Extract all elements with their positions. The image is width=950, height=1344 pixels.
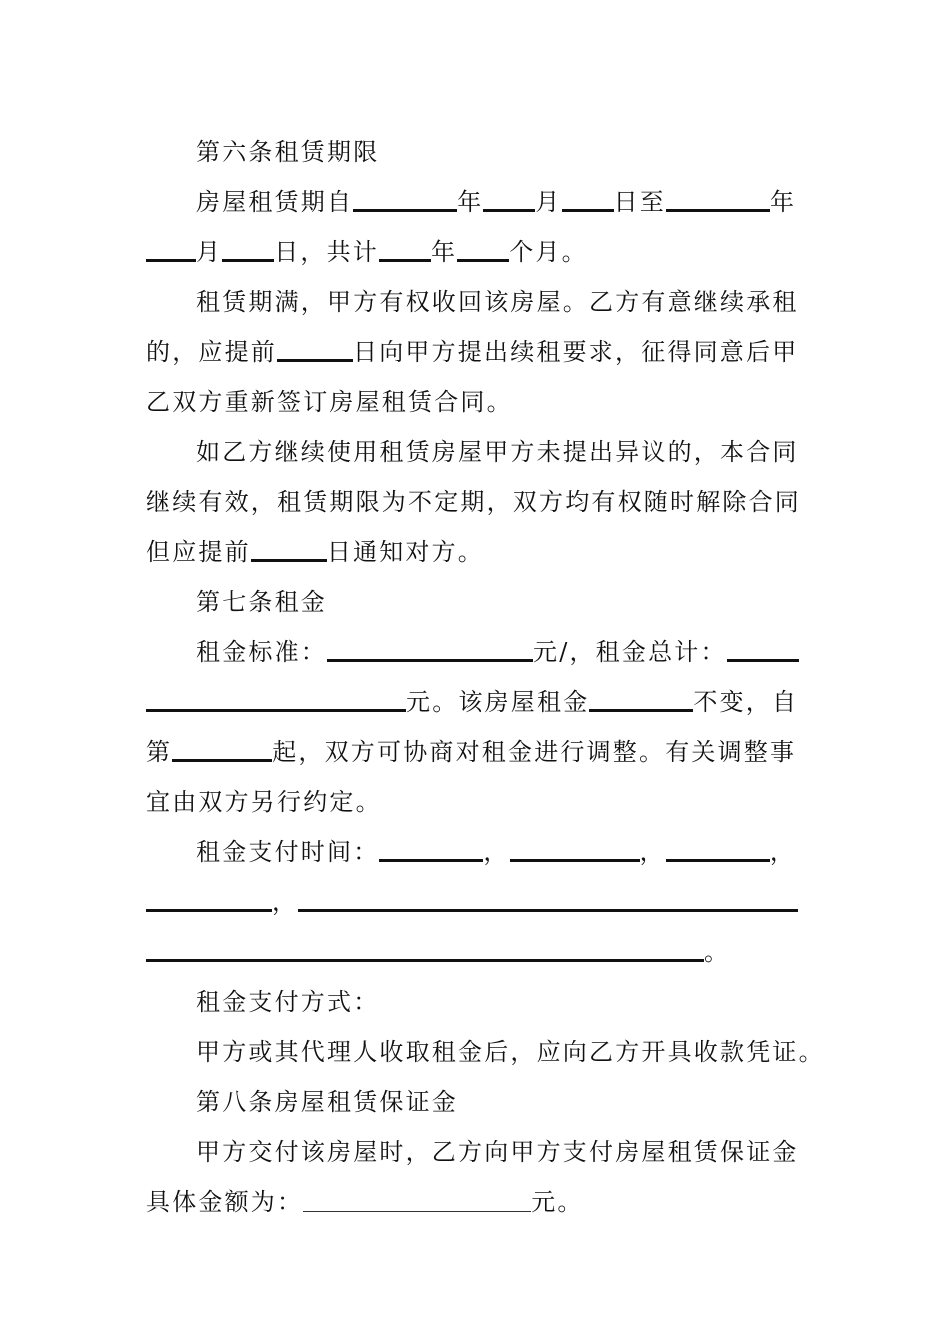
- rent-fixed-period-blank[interactable]: [589, 689, 693, 712]
- deposit-amount-blank[interactable]: [303, 1191, 531, 1212]
- end-month-blank[interactable]: [146, 239, 196, 262]
- deposit-line-1: 甲方交付该房屋时，乙方向甲方支付房屋租赁保证金: [196, 1138, 799, 1166]
- payment-time-line-2: ，: [146, 887, 806, 917]
- rent-standard-line-1: 租金标准： 元/，租金总计：: [196, 637, 806, 667]
- indefinite-para-line-3: 但应提前 日通知对方。: [146, 538, 485, 566]
- payment-time-line-3: 。: [146, 937, 806, 967]
- payment-time-blank-5b[interactable]: [146, 939, 704, 962]
- rent-standard-blank[interactable]: [327, 639, 533, 662]
- renewal-para-line-3: 乙双方重新签订房屋租赁合同。: [146, 388, 513, 416]
- deposit-line-2: 具体金额为： 元。: [146, 1188, 584, 1216]
- rent-standard-line-3: 第 起，双方可协商对租金进行调整。有关调整事: [146, 738, 797, 766]
- renewal-para-line-1: 租赁期满，甲方有权收回该房屋。乙方有意继续承租: [196, 288, 799, 316]
- payment-time-blank-5a[interactable]: [298, 889, 798, 912]
- payment-time-blank-2[interactable]: [510, 839, 640, 862]
- payment-time-blank-4[interactable]: [146, 889, 272, 912]
- payment-method-label: 租金支付方式：: [196, 988, 380, 1016]
- payment-time-blank-1[interactable]: [379, 839, 483, 862]
- rent-standard-line-4: 宜由双方另行约定。: [146, 788, 382, 816]
- start-month-blank[interactable]: [483, 189, 535, 212]
- start-day-blank[interactable]: [562, 189, 614, 212]
- renewal-notice-days-blank[interactable]: [277, 339, 353, 362]
- article-6-heading: 第六条租赁期限: [196, 138, 380, 166]
- payment-time-blank-3[interactable]: [666, 839, 770, 862]
- end-year-blank[interactable]: [666, 189, 770, 212]
- rent-total-blank-b[interactable]: [146, 689, 406, 712]
- indefinite-para-line-1: 如乙方继续使用租赁房屋甲方未提出异议的，本合同: [196, 438, 799, 466]
- lease-term-line-2: 月 日，共计 年 个月。: [146, 237, 806, 267]
- payment-time-line-1: 租金支付时间： ， ， ，: [196, 838, 797, 866]
- article-7-heading: 第七条租金: [196, 588, 327, 616]
- rent-total-blank-a[interactable]: [727, 639, 799, 662]
- end-day-blank[interactable]: [222, 239, 274, 262]
- rent-adjust-from-blank[interactable]: [172, 739, 272, 762]
- total-years-blank[interactable]: [379, 239, 431, 262]
- receipt-line: 甲方或其代理人收取租金后，应向乙方开具收款凭证。: [196, 1038, 825, 1066]
- rent-standard-line-2: 元。该房屋租金 不变，自: [146, 687, 806, 717]
- total-months-blank[interactable]: [457, 239, 509, 262]
- termination-notice-days-blank[interactable]: [251, 539, 327, 562]
- article-8-heading: 第八条房屋租赁保证金: [196, 1088, 458, 1116]
- lease-term-line-1: 房屋租赁期自 年 月 日至 年: [196, 188, 797, 216]
- renewal-para-line-2: 的，应提前 日向甲方提出续租要求，征得同意后甲: [146, 338, 799, 366]
- start-year-blank[interactable]: [353, 189, 457, 212]
- indefinite-para-line-2: 继续有效，租赁期限为不定期，双方均有权随时解除合同: [146, 488, 801, 516]
